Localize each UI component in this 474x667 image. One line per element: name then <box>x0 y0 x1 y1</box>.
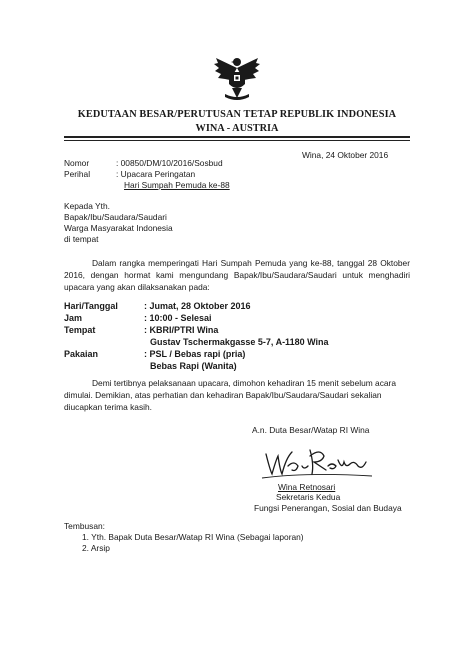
pakaian-value-women: Bebas Rapi (Wanita) <box>150 361 237 371</box>
tempat-address: Gustav Tschermakgasse 5-7, A-1180 Wina <box>150 337 329 347</box>
cc-label: Tembusan: <box>64 521 105 531</box>
hari-label: Hari/Tanggal <box>64 301 118 311</box>
header-rule-thin <box>64 140 410 141</box>
handwritten-signature <box>258 440 378 482</box>
signatory-function: Fungsi Penerangan, Sosial dan Budaya <box>254 503 402 513</box>
perihal-value-subject: Hari Sumpah Pemuda ke-88 <box>124 180 230 190</box>
header-rule-thick <box>64 136 410 138</box>
nomor-value: : 00850/DM/10/2016/Sosbud <box>116 158 223 168</box>
pakaian-label: Pakaian <box>64 349 99 359</box>
recipient-line: Warga Masyarakat Indonesia <box>64 223 173 233</box>
body-paragraph: Dalam rangka memperingati Hari Sumpah Pemuda yang ke-88, tanggal 28 Oktober 2016, dengan hormat kami mengundang Bapak/Ibu/Saudara/Saudari untuk menghadiri upacara yang akan dilaksanakan pada: <box>64 258 410 292</box>
recipient-line: di tempat <box>64 234 99 244</box>
jam-label: Jam <box>64 313 83 323</box>
embassy-city: WINA - AUSTRIA <box>195 123 279 134</box>
pakaian-value: : PSL / Bebas rapi (pria) <box>144 349 246 359</box>
tempat-label: Tempat <box>64 325 96 335</box>
perihal-label: Perihal <box>64 169 91 179</box>
cc-item: 1. Yth. Bapak Duta Besar/Watap RI Wina (Sebagai laporan) <box>82 532 304 542</box>
place-date: Wina, 24 Oktober 2016 <box>302 150 389 160</box>
hari-value: : Jumat, 28 Oktober 2016 <box>144 301 251 311</box>
garuda-pancasila-emblem-icon <box>212 54 262 104</box>
recipient-line: Bapak/Ibu/Saudara/Saudari <box>64 212 167 222</box>
signatory-name: Wina Retnosari <box>278 482 336 492</box>
cc-item: 2. Arsip <box>82 543 110 553</box>
perihal-value: : Upacara Peringatan <box>116 169 196 179</box>
jam-value: : 10:00 - Selesai <box>144 313 212 323</box>
nomor-label: Nomor <box>64 158 90 168</box>
signatory-title: Sekretaris Kedua <box>276 492 341 502</box>
tempat-value: : KBRI/PTRI Wina <box>144 325 219 335</box>
embassy-name: KEDUTAAN BESAR/PERUTUSAN TETAP REPUBLIK INDONESIA <box>77 109 397 120</box>
on-behalf-line: A.n. Duta Besar/Watap RI Wina <box>252 425 370 435</box>
recipient-line: Kepada Yth. <box>64 201 110 211</box>
closing-paragraph: Demi tertibnya pelaksanaan upacara, dimohon kehadiran 15 menit sebelum acara dimulai. Demikian, atas perhatian dan kehadiran Bapak/Ibu/Saudara/Saudari sekalian diucapkan terima kasih. <box>64 378 397 412</box>
